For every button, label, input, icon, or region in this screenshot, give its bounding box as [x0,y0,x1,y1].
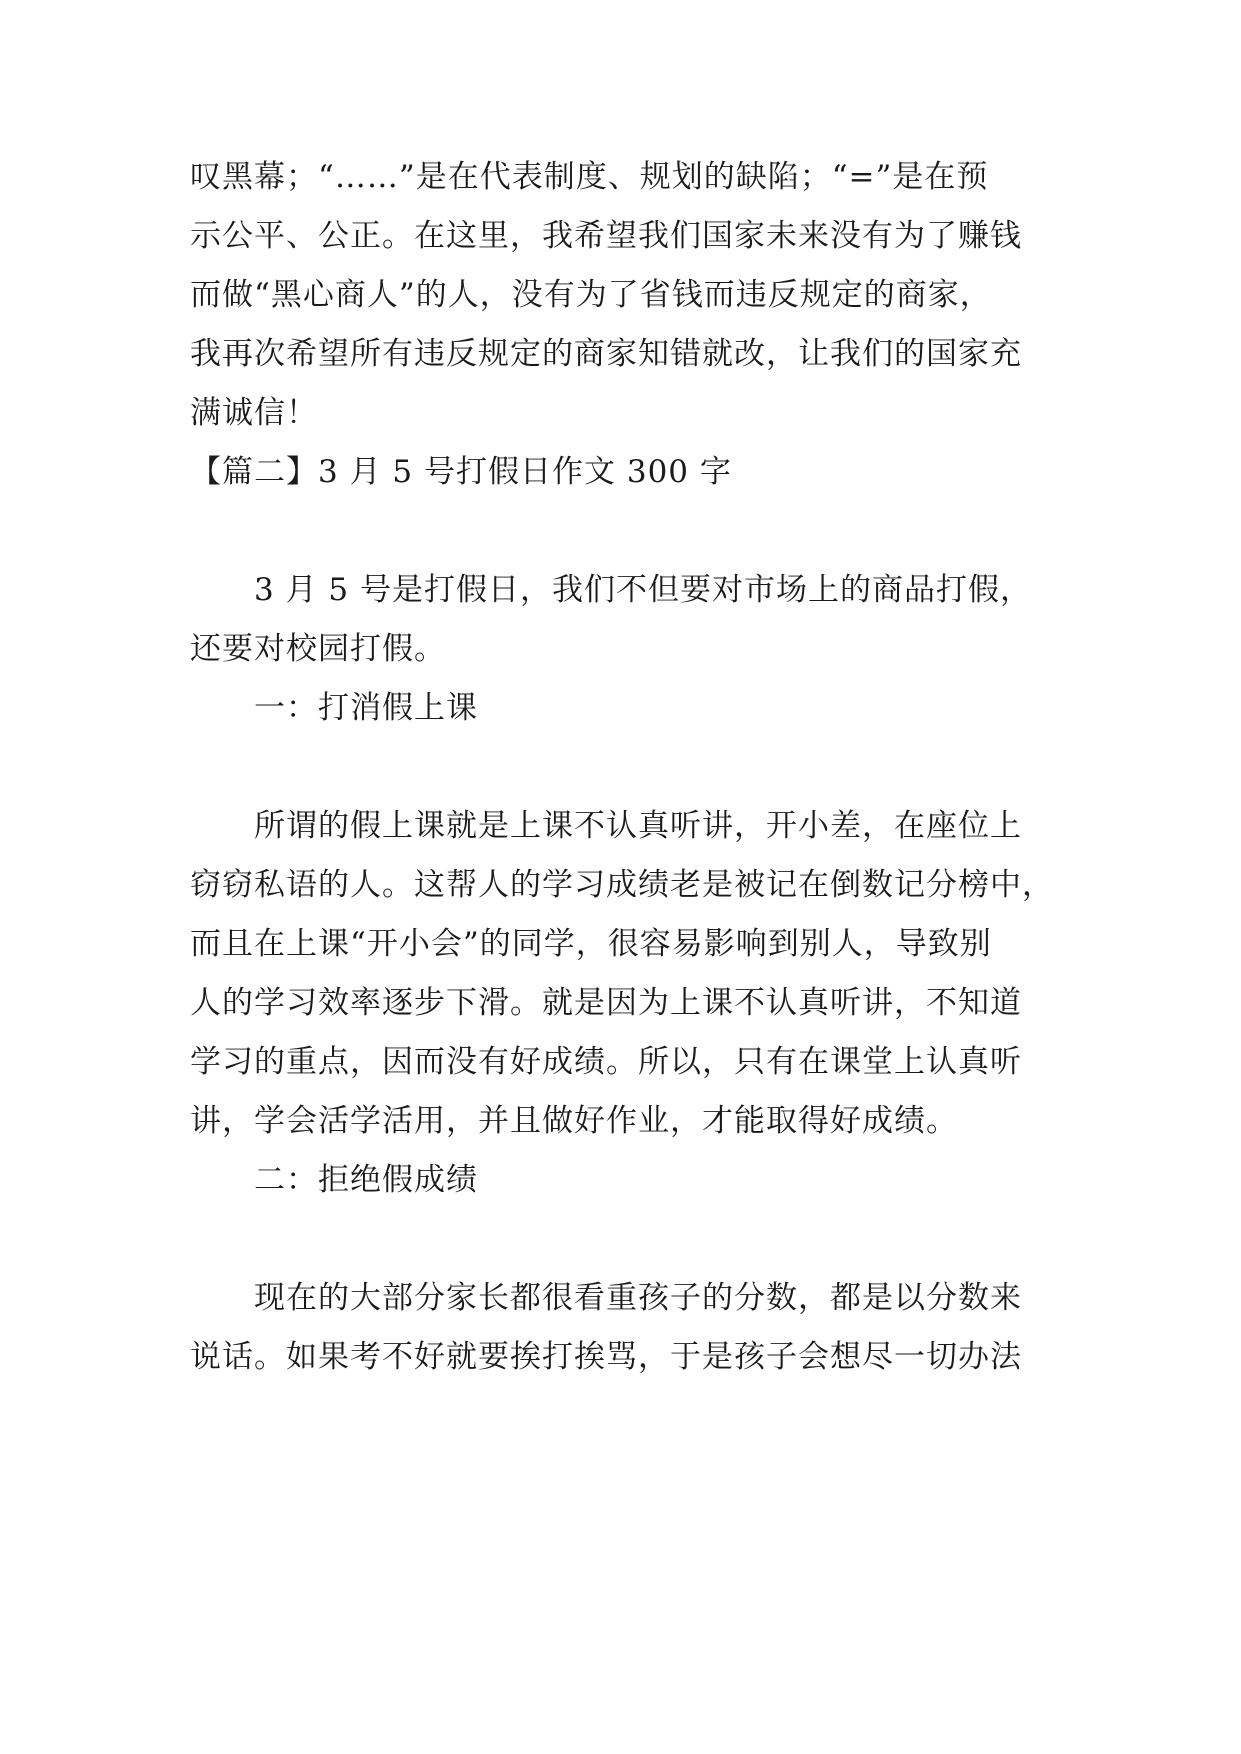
text-line: 所谓的假上课就是上课不认真听讲，开小差，在座位上 [254,808,1022,844]
text-line: 人的学习效率逐步下滑。就是因为上课不认真听讲，不知道 [190,985,1022,1021]
point2-paragraph [190,1269,1054,1387]
text-line: 说话。如果考不好就要挨打挨骂，于是孩子会想尽一切办法 [190,1339,1022,1375]
text-line: 3 月 5 号是打假日，我们不但要对市场上的商品打假， [254,572,1033,608]
text-line: 讲，学会活学活用，并且做好作业，才能取得好成绩。 [190,1103,958,1139]
text-line: 满诚信！ [190,395,318,431]
text-line: 学习的重点，因而没有好成绩。所以，只有在课堂上认真听 [190,1044,1022,1080]
point1-heading: 一：打消假上课 [254,690,478,726]
text-line: 还要对校园打假。 [190,631,446,667]
paragraph-continuation [190,148,1054,443]
text-line: 示公平、公正。在这里，我希望我们国家未来没有为了赚钱 [190,218,1022,254]
text-line: 叹黑幕；“……”是在代表制度、规划的缺陷；“=”是在预 [190,159,989,195]
document-body [190,148,1054,1387]
intro-paragraph [190,561,1054,679]
text-line: 现在的大部分家长都很看重孩子的分数，都是以分数来 [254,1280,1022,1316]
section-title: 【篇二】3 月 5 号打假日作文 300 字 [190,454,732,490]
text-line: 窃窃私语的人。这帮人的学习成绩老是被记在倒数记分榜中， [190,867,1054,903]
text-line: 我再次希望所有违反规定的商家知错就改，让我们的国家充 [190,336,1022,372]
point1-paragraph [190,797,1054,1151]
text-line: 而且在上课“开小会”的同学，很容易影响到别人，导致别 [190,926,992,962]
point2-heading: 二：拒绝假成绩 [254,1162,478,1198]
text-line: 而做“黑心商人”的人，没有为了省钱而违反规定的商家， [190,277,992,313]
